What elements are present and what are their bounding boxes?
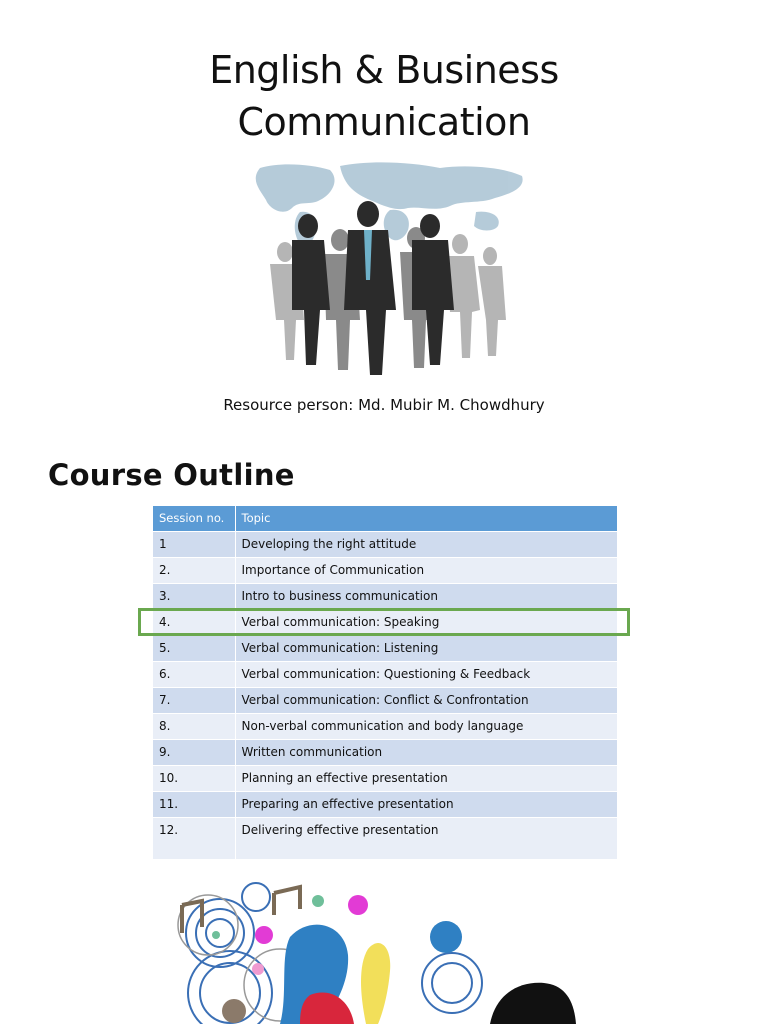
- decorative-communication-art: [160, 875, 768, 1024]
- topic-cell: Delivering effective presentation: [235, 817, 618, 859]
- topic-cell: Preparing an effective presentation: [235, 791, 618, 817]
- header-session-no: Session no.: [153, 506, 235, 531]
- session-cell: 4.: [153, 609, 235, 635]
- red-drop-shape: [300, 993, 354, 1024]
- table-row: [153, 791, 618, 817]
- topic-cell: Verbal communication: Questioning & Feedback: [235, 661, 618, 687]
- table-row: [153, 531, 618, 557]
- resource-person: Resource person: Md. Mubir M. Chowdhury: [223, 396, 545, 414]
- topic-cell: Verbal communication: Speaking: [235, 609, 618, 635]
- table-row: [153, 765, 618, 791]
- teal-dot: [312, 895, 324, 907]
- table-row: [153, 739, 618, 765]
- topic-cell: Importance of Communication: [235, 557, 618, 583]
- blue-dot: [430, 921, 462, 953]
- topic-cell: Planning an effective presentation: [235, 765, 618, 791]
- foreground-people-silhouettes: [292, 201, 454, 375]
- session-cell: 11.: [153, 791, 235, 817]
- session-cell: 9.: [153, 739, 235, 765]
- swirl-circle: [206, 919, 234, 947]
- table-header-row: [153, 506, 618, 531]
- session-cell: 7.: [153, 687, 235, 713]
- topic-cell: Written communication: [235, 739, 618, 765]
- session-cell: 5.: [153, 635, 235, 661]
- highlighted-row-frame: [138, 608, 630, 636]
- magenta-dot: [255, 926, 273, 944]
- magenta-dot: [348, 895, 368, 915]
- table-row: [153, 817, 618, 859]
- teal-dot: [212, 931, 220, 939]
- topic-cell: Intro to business communication: [235, 583, 618, 609]
- session-cell: 12.: [153, 817, 235, 859]
- speaker-head-silhouette: [490, 983, 576, 1024]
- title-line-2: Communication: [237, 100, 531, 144]
- section-heading: Course Outline: [48, 458, 295, 492]
- topic-cell: Verbal communication: Listening: [235, 635, 618, 661]
- table-row: [153, 661, 618, 687]
- course-outline-table: [153, 506, 618, 859]
- brown-dot: [222, 999, 246, 1023]
- table-row: [153, 635, 618, 661]
- swirl-circle: [432, 963, 472, 1003]
- swirl-circle: [242, 883, 270, 911]
- session-cell: 2.: [153, 557, 235, 583]
- page-title: [0, 44, 768, 148]
- business-people-world-map-image: [240, 160, 530, 385]
- music-note-icon: [274, 887, 300, 915]
- topic-cell: Non-verbal communication and body language: [235, 713, 618, 739]
- table-row: [153, 557, 618, 583]
- pink-dot: [252, 963, 264, 975]
- title-line-1: English & Business: [209, 48, 559, 92]
- session-cell: 10.: [153, 765, 235, 791]
- table-row: [153, 713, 618, 739]
- session-cell: 6.: [153, 661, 235, 687]
- world-map-shape: [256, 162, 523, 246]
- topic-cell: Developing the right attitude: [235, 531, 618, 557]
- header-topic: Topic: [235, 506, 618, 531]
- yellow-drop-shape: [361, 943, 390, 1024]
- table-row: [153, 583, 618, 609]
- session-cell: 8.: [153, 713, 235, 739]
- session-cell: 3.: [153, 583, 235, 609]
- topic-cell: Verbal communication: Conflict & Confrontation: [235, 687, 618, 713]
- session-cell: 1: [153, 531, 235, 557]
- table-row: [153, 687, 618, 713]
